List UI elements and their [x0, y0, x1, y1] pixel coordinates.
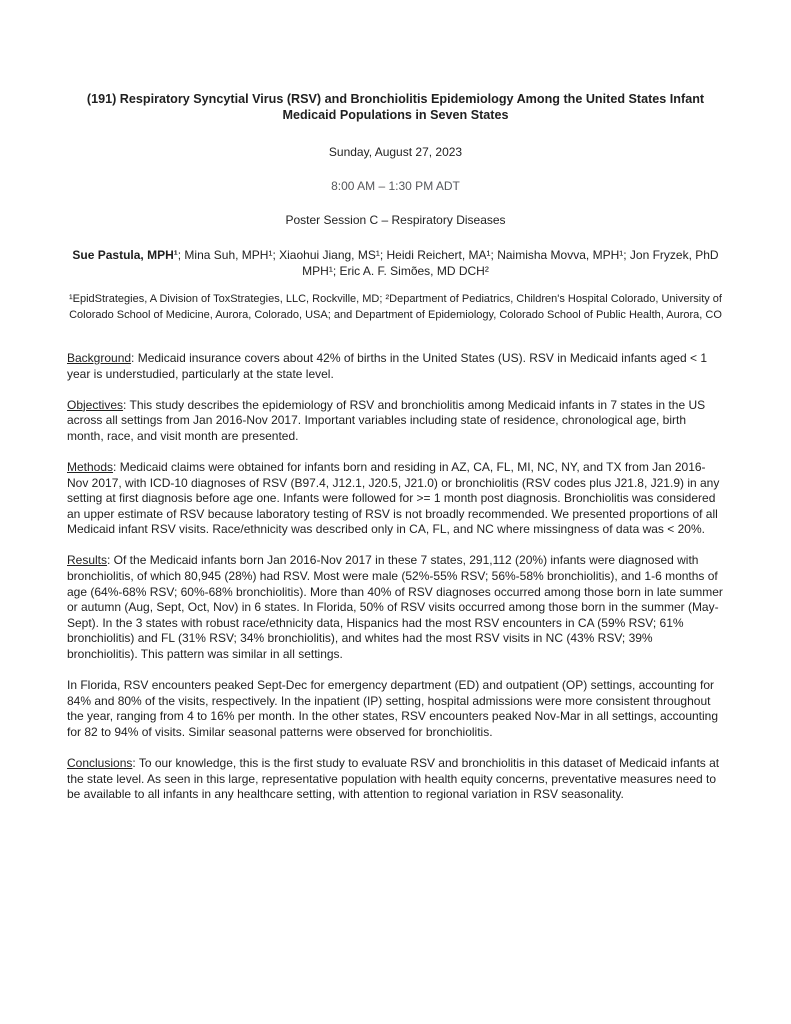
section-conclusions-text: : To our knowledge, this is the first study to evaluate RSV and bronchiolitis in this dataset of Medicaid infants at the state level. As seen in this large, representative population with health equity concerns, preventative measures need to be available to all infants in any healthcare setting, with attention to regional variation in RSV seasonality.	[67, 755, 720, 802]
first-author: Sue Pastula, MPH¹	[72, 248, 178, 262]
section-background	[67, 351, 724, 382]
section-conclusions-label: Conclusions	[67, 755, 133, 770]
abstract-title: (191) Respiratory Syncytial Virus (RSV) and Bronchiolitis Epidemiology Among the United States Infant Medicaid Populations in Seven States	[86, 92, 705, 122]
section-background-text: : Medicaid insurance covers about 42% of births in the United States (US). RSV in Medicaid infants aged < 1 year is understudied, particularly at the state level.	[67, 351, 708, 381]
section-results-label: Results	[67, 553, 108, 568]
section-methods	[67, 460, 724, 538]
section-methods-label: Methods	[67, 459, 114, 474]
section-objectives	[67, 398, 724, 445]
section-results-continued-text: In Florida, RSV encounters peaked Sept-Dec for emergency department (ED) and outpatient (OP) settings, accounting for 84% and 80% of the visits, respectively. In the inpatient (IP) setting, hospital admissions were more consistent throughout the year, ranging from 4 to 16% per month. In the other states, RSV encounters peaked Nov-Mar in all settings, accounting for 82 to 94% of visits. Similar seasonal patterns were observed for bronchiolitis.	[67, 678, 719, 739]
section-results-text: : Of the Medicaid infants born Jan 2016-Nov 2017 in these 7 states, 291,112 (20%) infants were diagnosed with bronchiolitis, of which 80,945 (28%) had RSV. Most were male (52%-55% RSV; 56%-58% bronchiolitis), and 1-6 months of age (64%-68% RSV; 60%-68% bronchiolitis). More than 40% of RSV diagnoses occurred among those born in late summer or autumn (Aug, Sept, Oct, Nov) in 6 states. In Florida, 50% of RSV visits occurred among those born in the summer (May-Sept). In the 3 states with robust race/ethnicity data, Hispanics had the most RSV encounters in CA (59% RSV; 61% bronchiolitis) and FL (31% RSV; 34% bronchiolitis), and whites had the most RSV visits in NC (43% RSV; 39% bronchiolitis). This pattern was similar in all settings.	[67, 553, 723, 661]
session-name: Poster Session C – Respiratory Diseases	[285, 213, 506, 227]
affiliations: ¹EpidStrategies, A Division of ToxStrategies, LLC, Rockville, MD; ²Department of Pediatrics, Children's Hospital Colorado, University of Colorado School of Medicine, Aurora, Colorado, USA; and Department of Epidemiology, Colorado School of Public Health, Aurora, CO	[68, 293, 722, 321]
coauthors: ; Mina Suh, MPH¹; Xiaohui Jiang, MS¹; Heidi Reichert, MA¹; Naimisha Movva, MPH¹; Jon Fryzek, PhD MPH¹; Eric A. F. Simões, MD DCH²	[177, 248, 719, 278]
section-objectives-text: : This study describes the epidemiology of RSV and bronchiolitis among Medicaid infants in 7 states in the US across all settings from Jan 2016-Nov 2017. Important variables including state of residence, chronological age, birth month, race, and visit month are presented.	[67, 397, 706, 443]
section-results	[67, 553, 724, 662]
section-background-label: Background	[67, 351, 132, 365]
section-conclusions	[67, 756, 724, 803]
section-objectives-label: Objectives	[67, 397, 124, 412]
session-date: Sunday, August 27, 2023	[328, 145, 463, 159]
session-time: 8:00 AM – 1:30 PM ADT	[331, 179, 460, 193]
abstract-header	[67, 92, 724, 323]
section-methods-text: : Medicaid claims were obtained for infants born and residing in AZ, CA, FL, MI, NC, NY, and TX from Jan 2016-Nov 2017, with ICD-10 diagnoses of RSV (B97.4, J12.1, J20.5, J21.0) or bronchiolitis (RSV codes plus J21.8, J21.9) in any setting at first diagnosis before age one. Infants were followed for >= 1 month post diagnosis. Bronchiolitis was considered an upper estimate of RSV because laboratory testing of RSV is not broadly recommended. We presented proportions of all Medicaid infant RSV visits. Race/ethnicity was described only in CA, FL, and NC where missingness of data was < 20%.	[67, 459, 720, 537]
abstract-body	[67, 351, 724, 803]
section-results-continued	[67, 678, 724, 740]
author-list	[67, 247, 724, 279]
